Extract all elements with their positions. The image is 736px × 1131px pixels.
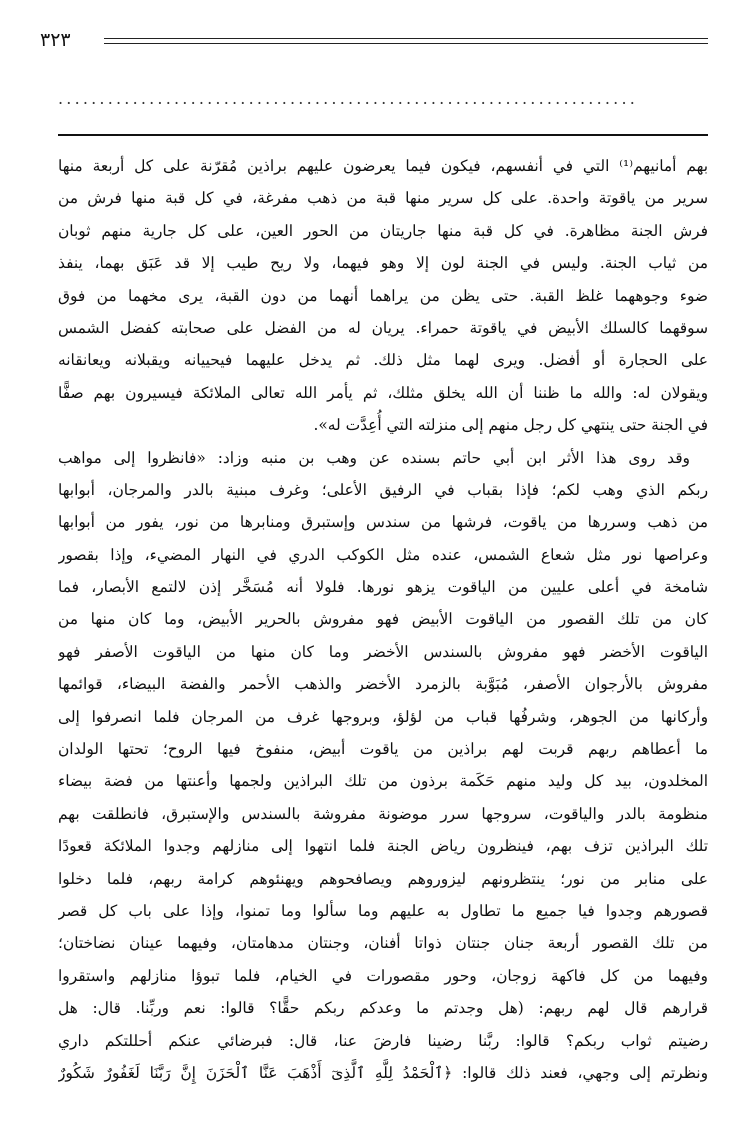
text-line: فرش الجنة مظاهرة. في كل قبة منها جاريتان من الحور العين، على كل جارية منهم ثوبان — [58, 221, 708, 240]
text-line: وأركانها من الجوهر، وشرفُها قباب من لؤلؤ، وبروجها غرف من المرجان فلما انصرفوا إلى — [58, 707, 708, 726]
text-line: ربكم الذي وهب لكم؛ فإذا بقباب في الرفيق الأعلى؛ وغرف مبنية بالدر والمرجان، أبوابها — [58, 480, 708, 499]
page-number: ٣٢٣ — [40, 29, 71, 51]
text-line: ضوء وجوههما غلظ القبة. حتى يظن من يراهما أنهما من دون القبة، يرى مخهما من فوق — [58, 286, 708, 305]
text-line: ونظرتم إلى وجهي، فعند ذلك قالوا: ﴿ٱلْحَمْدُ لِلَّهِ ٱلَّذِىٓ أَذْهَبَ عَنَّا ٱلْحَزَنَ إِنَّ رَبَّنَا لَغَفُورٌ شَكُورٌ — [58, 1063, 708, 1082]
text-line: رضيتم ثواب ربكم؟ قالوا: ربَّنا رضينا فارضَ عنا، قال: فبرضائي عنكم أحللتكم داري — [58, 1031, 708, 1050]
page-header — [40, 28, 708, 52]
text-line: على الحجارة أو أفضل. ويرى لهما مثل ذلك. ثم يدخل عليهما فيحييانه ويقبلانه ويعانقانه — [58, 351, 708, 370]
text-line: وفيهما من كل فاكهة زوجان، وحور مقصورات في الخيام، فلما تبوؤا منازلهم واستقروا — [58, 966, 708, 985]
text-line: وعراصها نور مثل شعاع الشمس، عنده مثل الكوكب الدري في النهار المضيء، وإذا بقصور — [58, 545, 708, 564]
dotted-separator: ...................................................................... — [58, 92, 639, 106]
text-line: منظومة بالدر والياقوت، سروجها سرر موضونة مفروشة بالسندس والإستبرق، فانطلقت بهم — [58, 804, 708, 823]
text-line: على منابر من نور؛ ينتظرونهم ليزوروهم ويصافحوهم ويهنئوهم كرامة ربهم، فلما دخلوا — [58, 869, 708, 888]
text-line: من تلك القصور أربعة جنان جنتان ذواتا أفنان، وجنتان مدهامتان، وفيهما عينان نضاختان؛ — [58, 934, 708, 953]
text-line: ما أعطاهم ربهم قربت لهم براذين من ياقوت أبيض، منفوخ فيها الروح؛ تحتها الولدان — [58, 740, 708, 759]
text-line: سرير من ياقوتة واحدة. على كل سرير منها قبة من ذهب مفرغة، في كل قبة منها فرش من — [58, 189, 708, 208]
text-line: المخلدون، بيد كل وليد منهم حَكَمة برذون من تلك البراذين ولجمها وأعنتها من فضة بيضاء — [58, 772, 708, 791]
text-line: ويقولان له: والله ما ظننا أن الله يخلق مثلك، ثم يأمر الله تعالى الملائكة فيسيرون بهم صفًّا — [58, 383, 708, 402]
text-line: بهم أمانيهم⁽¹⁾ التي في أنفسهم، فيكون فيما يعرضون عليهم براذين مُقرّنة على كل أربعة منها — [58, 157, 708, 175]
text-line: كان من تلك القصور من الياقوت الأبيض فهو مفروش بالحرير الأبيض، وما كان منها من — [58, 610, 708, 629]
text-line: الياقوت الأخضر فهو مفروش بالسندس الأخضر وما كان منها من الياقوت الأصفر فهو — [58, 642, 708, 661]
text-line: مفروش بالأرجوان الأصفر، مُبَوَّبة بالزمرد الأخضر والذهب الأحمر والفضة البيضاء، قوائمها — [58, 675, 708, 694]
text-line: في الجنة حتى ينتهي كل رجل منهم إلى منزلته التي أُعِدَّت له». — [313, 416, 708, 435]
body-text — [58, 150, 708, 1089]
text-line: من ذهب وسررها من ياقوت، فرشها من سندس وإستبرق ومنابرها من نور، يفور من أبوابها — [58, 513, 708, 532]
header-rule — [104, 38, 708, 39]
text-line: قرارهم قال لهم ربهم: (هل وجدتم ما وعدكم ربكم حقًّا؟ قالوا: نعم وربِّنا. قال: هل — [58, 999, 708, 1018]
text-line: وقد روى هذا الأثر ابن أبي حاتم بسنده عن وهب بن منبه وزاد: «فانظروا إلى مواهب — [58, 448, 690, 467]
header-rule-secondary — [104, 43, 708, 44]
text-line: من ثياب الجنة. وليس في الجنة لون إلا وهو فيهما، ولا ريح طيب إلا قد عَبَق بهما، ينفذ — [58, 254, 708, 273]
text-line: قصورهم وجدوا فيا جميع ما تطاول به عليهم وما سألوا وما تمنوا، وإذا على باب كل قصر — [58, 901, 708, 920]
text-line: شامخة في أعلى عليين من الياقوت يزهو نورها. فلولا أنه مُسَخَّر إذن لالتمع الأبصار، فما — [58, 578, 708, 597]
text-top-rule — [58, 134, 708, 136]
text-line: سوقهما كالسلك الأبيض في ياقوتة حمراء. يريان له من الفضل على صحابته كفضل الشمس — [58, 318, 708, 337]
text-line: تلك البراذين تزف بهم، فينظرون رياض الجنة فلما انتهوا إلى منازلهم وجدوا الملائكة قعودًا — [58, 837, 708, 856]
